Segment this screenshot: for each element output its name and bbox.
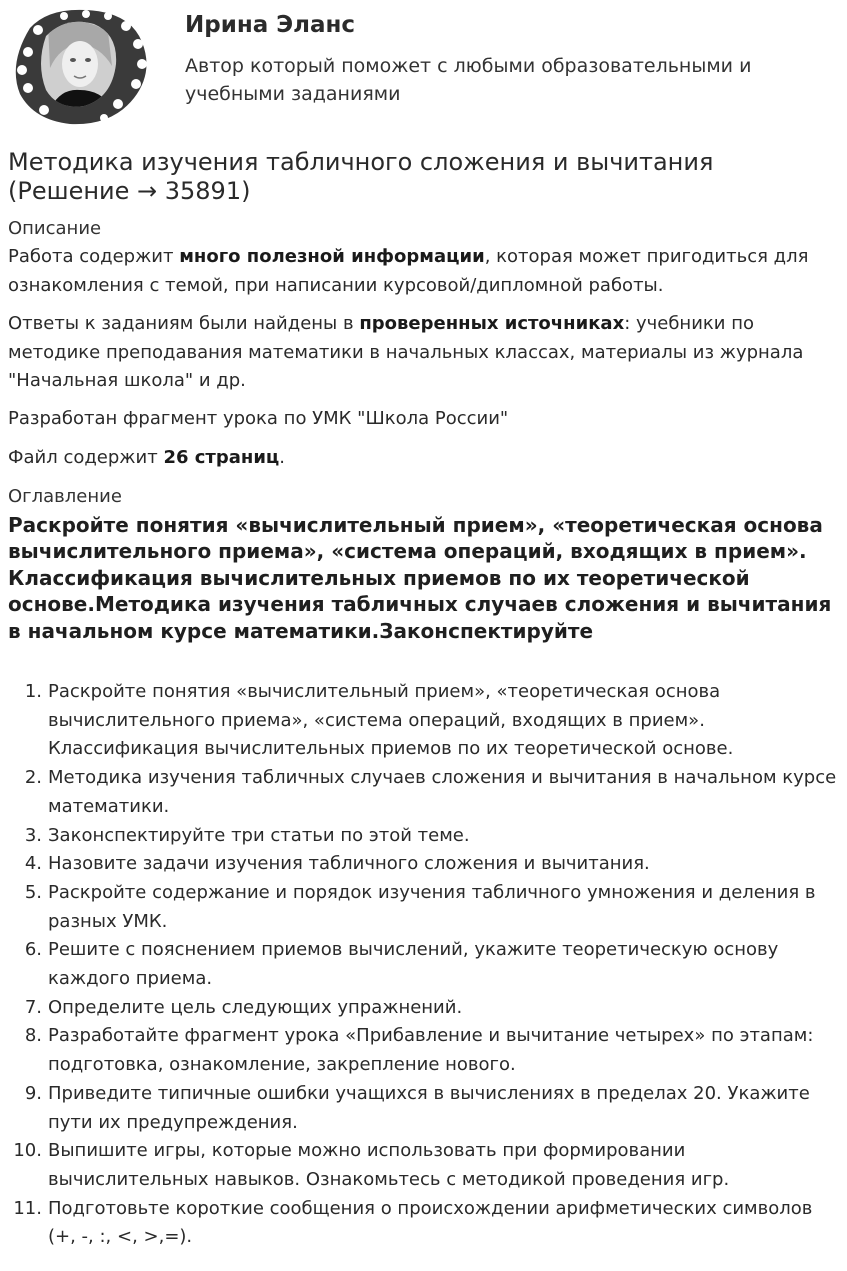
- task-list-item: [8, 822, 838, 851]
- task-number: 10.: [13, 1140, 42, 1162]
- task-number: 3.: [24, 824, 42, 846]
- task-list-item: [8, 1080, 838, 1137]
- task-number: 6.: [24, 939, 42, 961]
- page-title: Методика изучения табличного сложения и вычитания (Решение → 35891): [8, 148, 714, 205]
- toc-heading: Раскройте понятия «вычислительный прием», «теоретическая основа вычислительного приема», «система операций, входящих в прием». Классификация вычислительных приемов по их теоретической основе.Методика изучения табличных случаев сложения и вычитания в начальном курсе математики.Законспектируйте: [8, 513, 832, 643]
- task-list-item: [8, 850, 838, 879]
- task-text: Методика изучения табличных случаев сложения и вычитания в начальном курсе математики.: [48, 767, 837, 817]
- description-paragraph-4: Файл содержит 26 страниц.: [8, 447, 286, 468]
- task-text: Разработайте фрагмент урока «Прибавление и вычитание четырех» по этапам: подготовка, ознакомление, закрепление нового.: [48, 1025, 814, 1076]
- task-text: Раскройте содержание и порядок изучения табличного умножения и деления в разных УМК.: [48, 881, 816, 932]
- task-list-item: [8, 879, 838, 936]
- description-paragraph-1: Работа содержит много полезной информации, которая может пригодиться для ознакомления с темой, при написании курсовой/дипломной работы.: [8, 246, 809, 296]
- task-number: 1.: [24, 681, 42, 702]
- task-number: 11.: [13, 1197, 42, 1219]
- task-number: 2.: [24, 767, 42, 789]
- task-text: Раскройте понятия «вычислительный прием», «теоретическая основа вычислительного приема», «система операций, входящих в прием». Классификация вычислительных приемов по их теоретической основе.: [48, 681, 734, 760]
- author-name[interactable]: Ирина Эланс: [185, 12, 356, 38]
- task-number: 4.: [24, 853, 42, 875]
- task-text: Законспектируйте три статьи по этой теме.: [48, 824, 470, 846]
- task-list-item: [8, 936, 838, 993]
- task-list-item: [8, 1137, 838, 1194]
- task-text: Назовите задачи изучения табличного сложения и вычитания.: [48, 853, 650, 875]
- author-description: Автор который поможет с любыми образовательными и учебными заданиями: [185, 55, 752, 105]
- task-text: Решите с пояснением приемов вычислений, укажите теоретическую основу каждого приема.: [48, 939, 779, 990]
- task-text: Подготовьте короткие сообщения о происхождении арифметических символов (+, -, :, <, >,=).: [48, 1197, 813, 1248]
- task-number: 9.: [24, 1082, 42, 1104]
- task-list-item: [8, 994, 838, 1023]
- author-avatar[interactable]: [8, 6, 154, 128]
- description-label: Описание: [8, 218, 102, 239]
- task-list-item: [8, 764, 838, 821]
- task-list-item: [8, 678, 838, 764]
- task-list-item: [8, 1195, 838, 1252]
- description-paragraph-3: Разработан фрагмент урока по УМК "Школа России": [8, 408, 509, 429]
- author-card: [8, 6, 838, 128]
- task-list-item: [8, 1022, 838, 1079]
- task-text: Приведите типичные ошибки учащихся в вычислениях в пределах 20. Укажите пути их предупреждения.: [48, 1082, 810, 1133]
- task-list: [8, 678, 838, 1252]
- description-paragraph-2: Ответы к заданиям были найдены в проверенных источниках: учебники по методике преподавания математики в начальных классах, материалы из журнала "Начальная школа" и др.: [8, 313, 804, 391]
- task-text: Выпишите игры, которые можно использовать при формировании вычислительных навыков. Ознакомьтесь с методикой проведения игр.: [48, 1140, 730, 1190]
- toc-label: Оглавление: [8, 486, 122, 507]
- task-text: Определите цель следующих упражнений.: [48, 996, 463, 1018]
- task-number: 8.: [24, 1025, 42, 1047]
- task-number: 5.: [24, 881, 42, 903]
- task-number: 7.: [24, 996, 42, 1018]
